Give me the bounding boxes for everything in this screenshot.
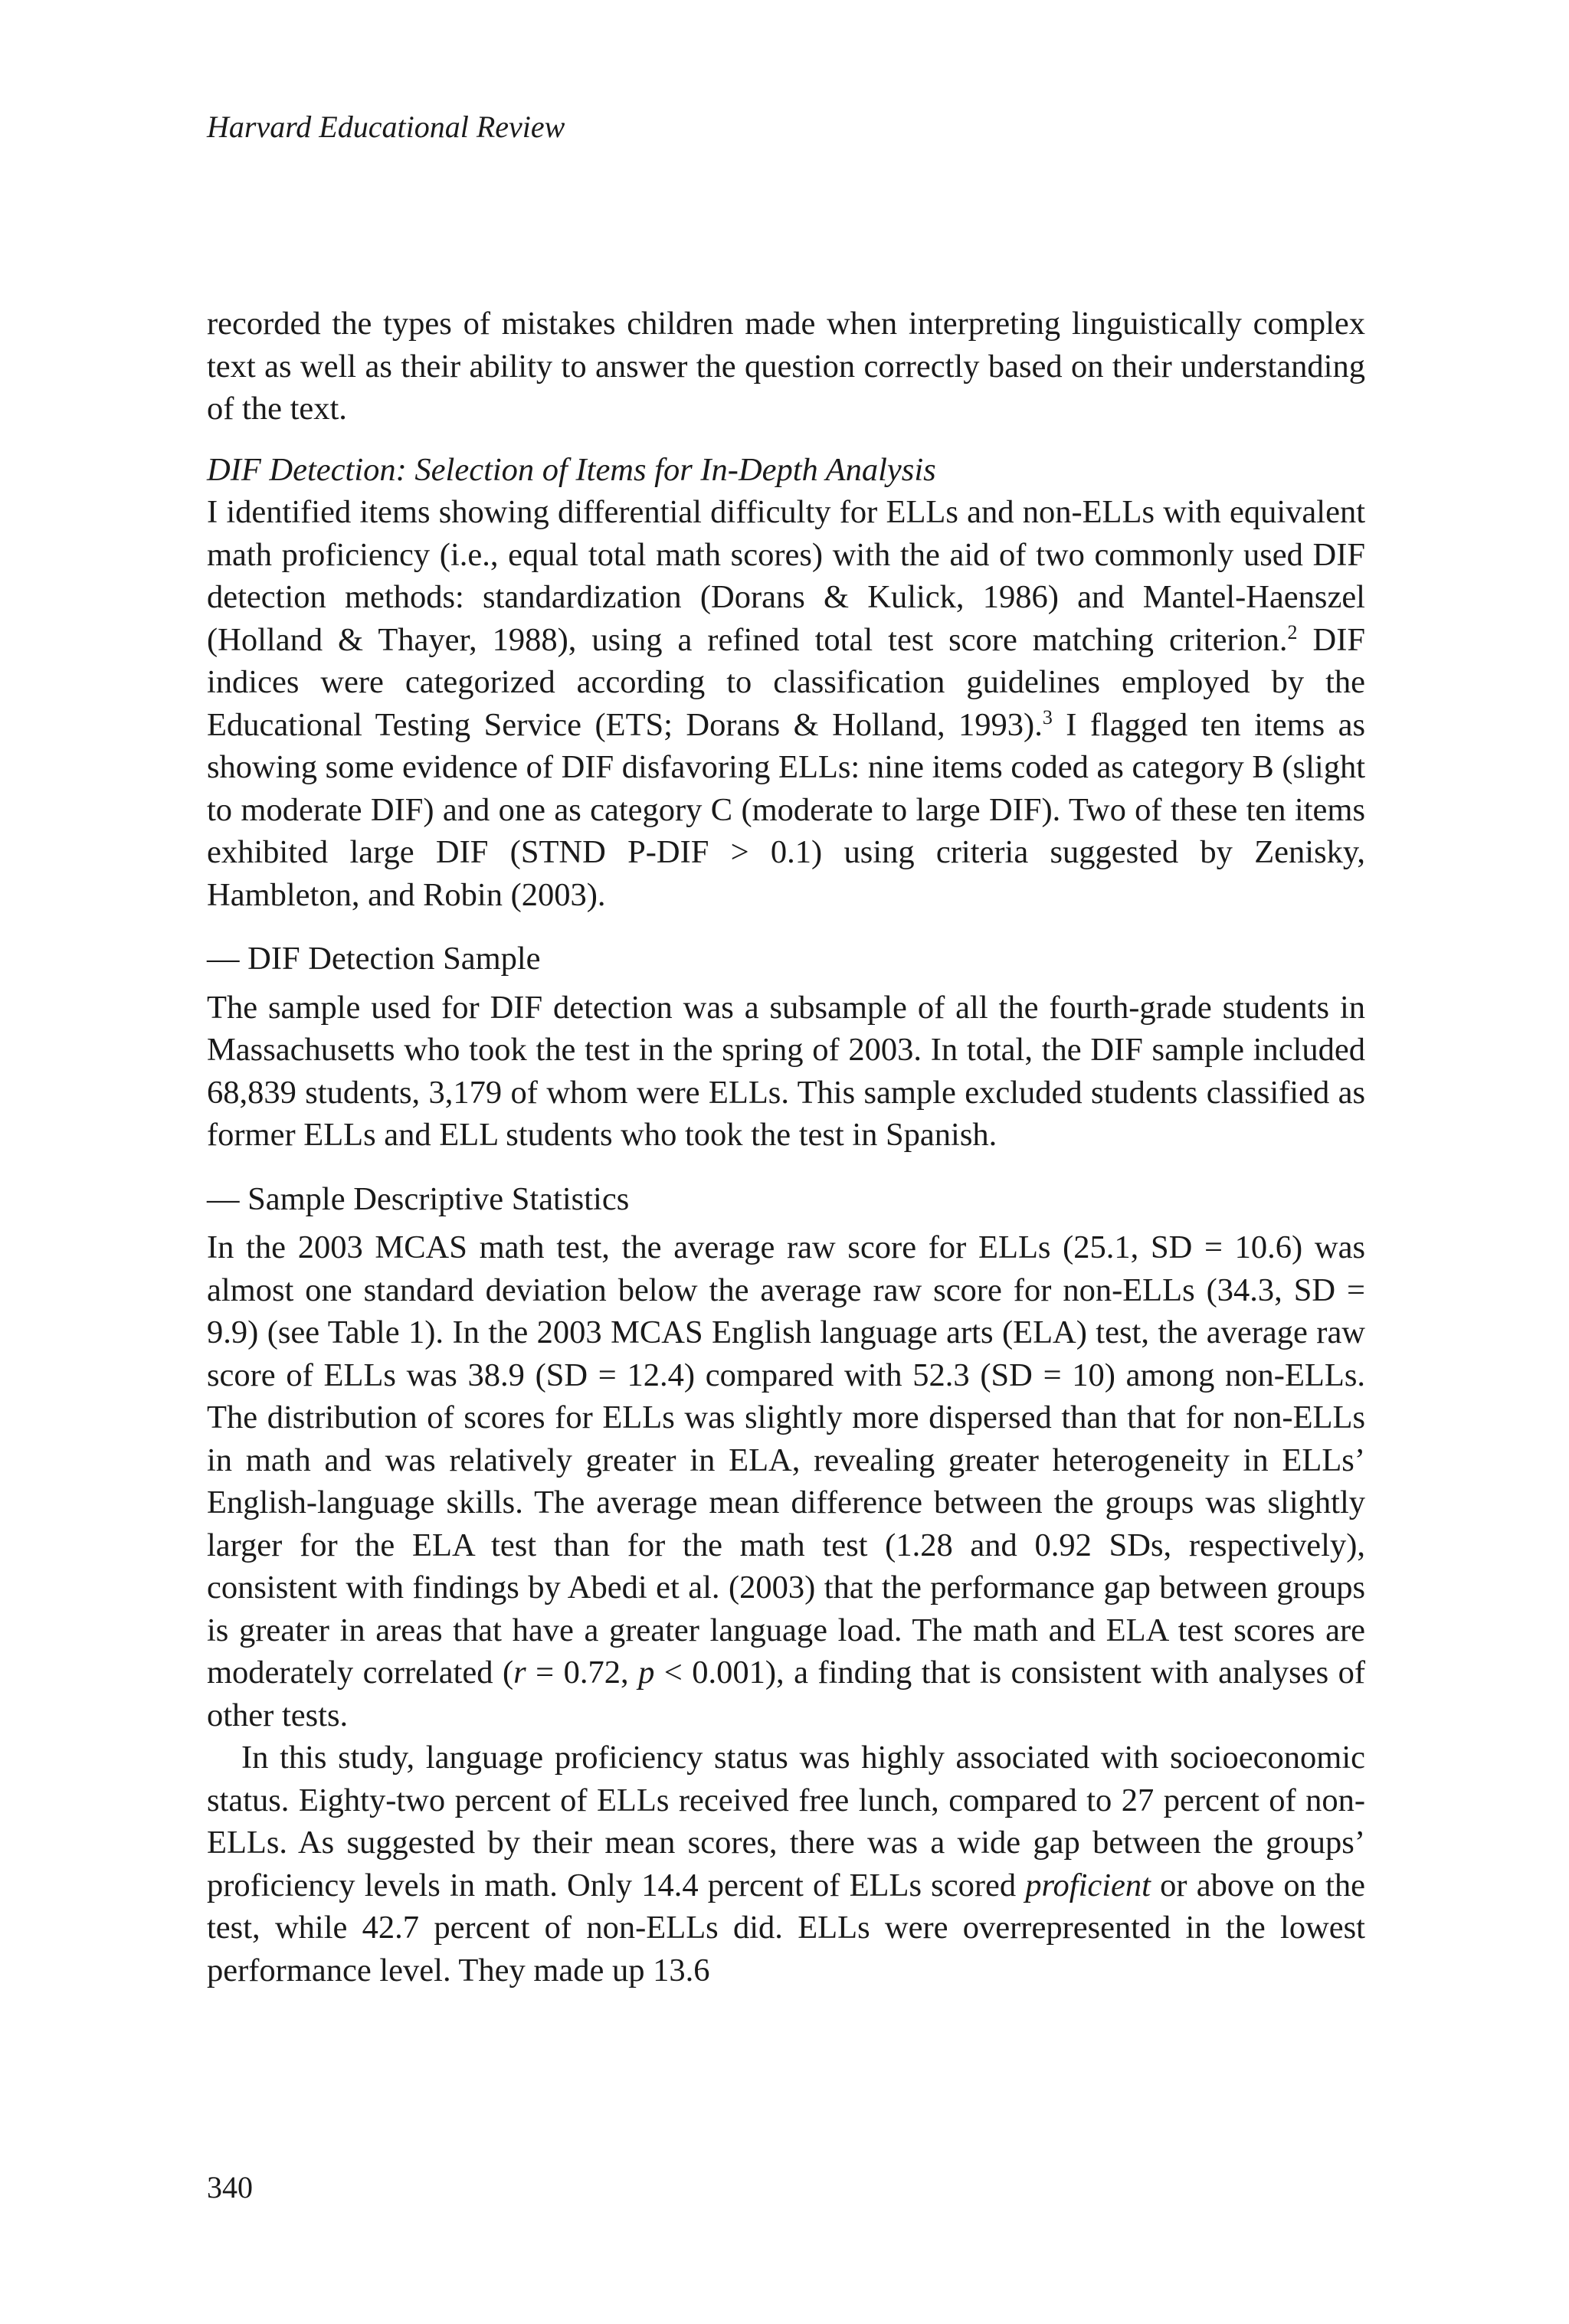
subheading-descriptive-statistics: — Sample Descriptive Statistics xyxy=(207,1180,630,1217)
subheading-dif-sample: — DIF Detection Sample xyxy=(207,941,541,977)
text-run: In this study, language proficiency status was highly associated with socioeconomic status. Eighty-two percent of ELLs received free lunch, compared to 27 percent of non-ELLs. As suggested by their mean scores, there was a wide gap between the groups’ proficiency levels in math. Only 14.4 percent of ELLs scored xyxy=(207,1740,1365,1903)
text-run: = 0.72, xyxy=(526,1655,639,1691)
text-run-italic: r xyxy=(513,1655,526,1691)
running-head: Harvard Educational Review xyxy=(207,110,565,144)
body-text xyxy=(207,303,1365,1992)
text-run: < 0.001), a finding that is consistent with analyses of other tests. xyxy=(207,1655,1365,1733)
paragraph-dif-method xyxy=(207,491,1365,916)
footnote-ref-3: 3 xyxy=(1042,705,1053,728)
paragraph-descriptive-statistics xyxy=(207,1226,1365,1736)
paragraph-language-proficiency xyxy=(207,1736,1365,1992)
text-run-italic: proficient xyxy=(1025,1867,1151,1903)
text-run: In the 2003 MCAS math test, the average raw score for ELLs (25.1, SD = 10.6) was almost one standard deviation below the average raw score for non-ELLs (34.3, SD = 9.9) (see Table 1). In the 2003 MCAS English language arts (ELA) test, the average raw score of ELLs was 38.9 (SD = 12.4) compared with 52.3 (SD = 10) among non-ELLs. The distribution of scores for ELLs was slightly more dispersed than that for non-ELLs in math and was relatively greater in ELA, revealing greater heterogeneity in ELLs’ English-language skills. The average mean difference between the groups was slightly larger for the ELA test than for the math test (1.28 and 0.92 SDs, respectively), consistent with findings by Abedi et al. (2003) that the performance gap between groups is greater in areas that have a greater language load. The math and ELA test scores are moderately correlated ( xyxy=(207,1229,1365,1691)
section-heading: DIF Detection: Selection of Items for In-Depth Analysis xyxy=(207,451,936,488)
page xyxy=(207,0,1365,2324)
text-run: DIF indices were categorized according to classification guidelines employed by the Educational Testing Service (ETS; Dorans & Holland, 1993). xyxy=(207,621,1365,743)
paragraph-dif-sample: The sample used for DIF detection was a subsample of all the fourth-grade students in Massachusetts who took the test in the spring of 2003. In total, the DIF sample included 68,839 students, 3,179 of whom were ELLs. This sample excluded students classified as former ELLs and ELL students who took the test in Spanish. xyxy=(207,989,1365,1153)
paragraph-continuation: recorded the types of mistakes children made when interpreting linguistically complex text as well as their ability to answer the question correctly based on their understanding of the text. xyxy=(207,306,1365,427)
page-number: 340 xyxy=(207,2170,253,2205)
footnote-ref-2: 2 xyxy=(1287,620,1298,643)
text-run: I flagged ten items as showing some evidence of DIF disfavoring ELLs: nine items coded as category B (slight to moderate DIF) and one as category C (moderate to large DIF). Two of these ten items exhibited large DIF (STND P-DIF > 0.1) using criteria suggested by Zenisky, Hambleton, and Robin (2003). xyxy=(207,706,1365,913)
text-run: I identified items showing differential difficulty for ELLs and non-ELLs with equivalent math proficiency (i.e., equal total math scores) with the aid of two commonly used DIF detection methods: standardization (Dorans & Kulick, 1986) and Mantel-Haenszel (Holland & Thayer, 1988), using a refined total test score matching criterion. xyxy=(207,494,1365,658)
text-run-italic: p xyxy=(638,1655,655,1691)
text-run: or above on the test, while 42.7 percent of non-ELLs did. ELLs were overrepresented in the lowest performance level. They made up 13.6 xyxy=(207,1867,1365,1988)
